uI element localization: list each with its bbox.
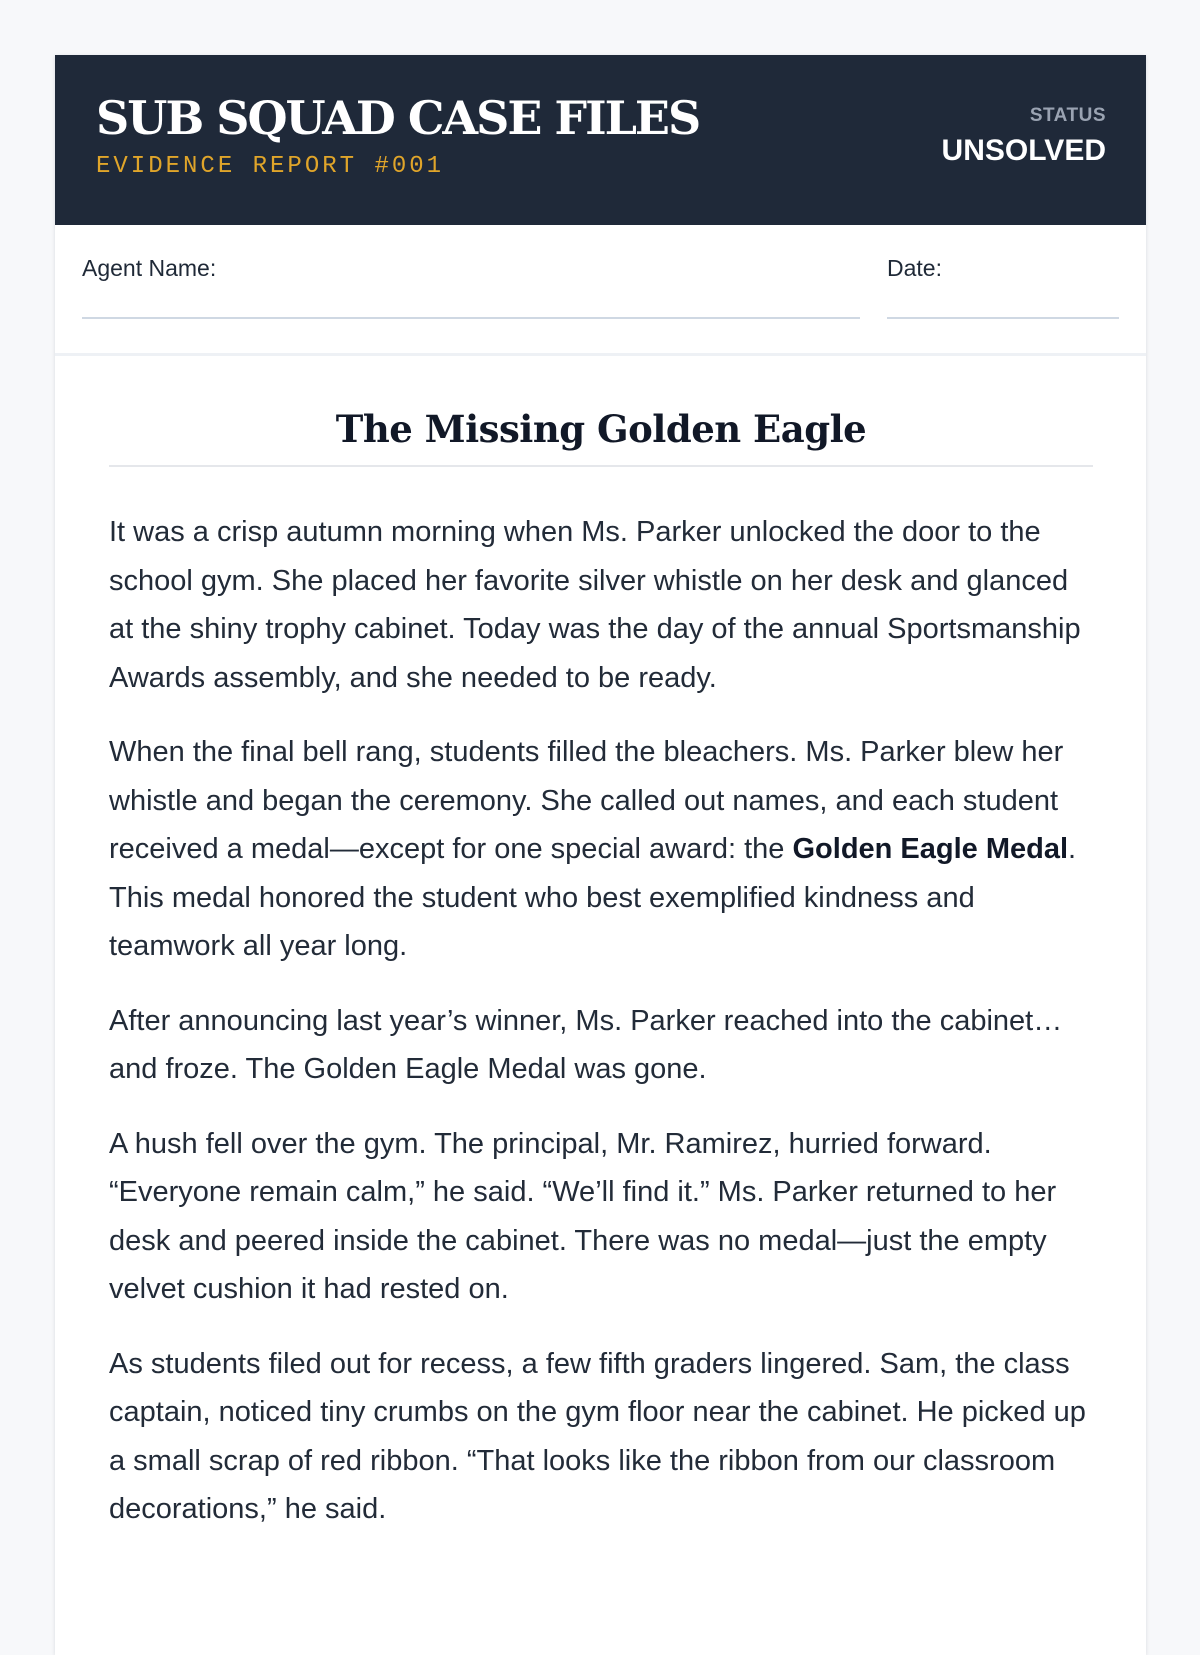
date-label: Date: (887, 255, 942, 281)
case-file-header (55, 55, 1146, 225)
paragraph-2-text-start: When the final bell rang, students filled the bleachers. Ms. Parker blew her whistle and began the ceremony. She called out names, and each student received a medal—except for one special award: the (109, 736, 1064, 865)
agent-name-field[interactable] (82, 317, 860, 319)
case-file-title: SUB SQUAD CASE FILES (96, 91, 700, 145)
story-paragraph-3: After announcing last year’s winner, Ms. Parker reached into the cabinet… and froze. The Golden Eagle Medal was gone. (109, 1004, 1063, 1085)
status-value: UNSOLVED (941, 134, 1106, 167)
case-file-card (55, 55, 1146, 1655)
story-paragraph-5: As students filed out for recess, a few fifth graders lingered. Sam, the class captain, noticed tiny crumbs on the gym floor near the cabinet. He picked up a small scrap of red ribbon. “That looks like the ribbon from our classroom decorations,” he said. (109, 1347, 1086, 1525)
golden-eagle-medal-highlight: Golden Eagle Medal (792, 833, 1069, 865)
story-paragraph-2 (109, 728, 1093, 971)
evidence-report-number: EVIDENCE REPORT #001 (96, 153, 445, 180)
paragraph-2-text-end: . This medal honored the student who best exemplified kindness and teamwork all year long. (109, 833, 1077, 962)
story-paragraph-4: A hush fell over the gym. The principal, Mr. Ramirez, hurried forward. “Everyone remain calm,” he said. “We’ll find it.” Ms. Parker returned to her desk and peered inside the cabinet. There was no medal—just the empty velvet cushion it had rested on. (109, 1127, 1057, 1305)
date-field[interactable] (887, 317, 1119, 319)
story-title: The Missing Golden Eagle (109, 407, 1093, 467)
agent-info-fields (55, 225, 1146, 356)
status-label: STATUS (1029, 105, 1106, 126)
story-paragraph-1: It was a crisp autumn morning when Ms. Parker unlocked the door to the school gym. She placed her favorite silver whistle on her desk and glanced at the shiny trophy cabinet. Today was the day of the annual Sportsmanship Awards assembly, and she needed to be ready. (109, 516, 1081, 694)
story-content (109, 407, 1093, 1534)
agent-name-label: Agent Name: (82, 255, 217, 281)
